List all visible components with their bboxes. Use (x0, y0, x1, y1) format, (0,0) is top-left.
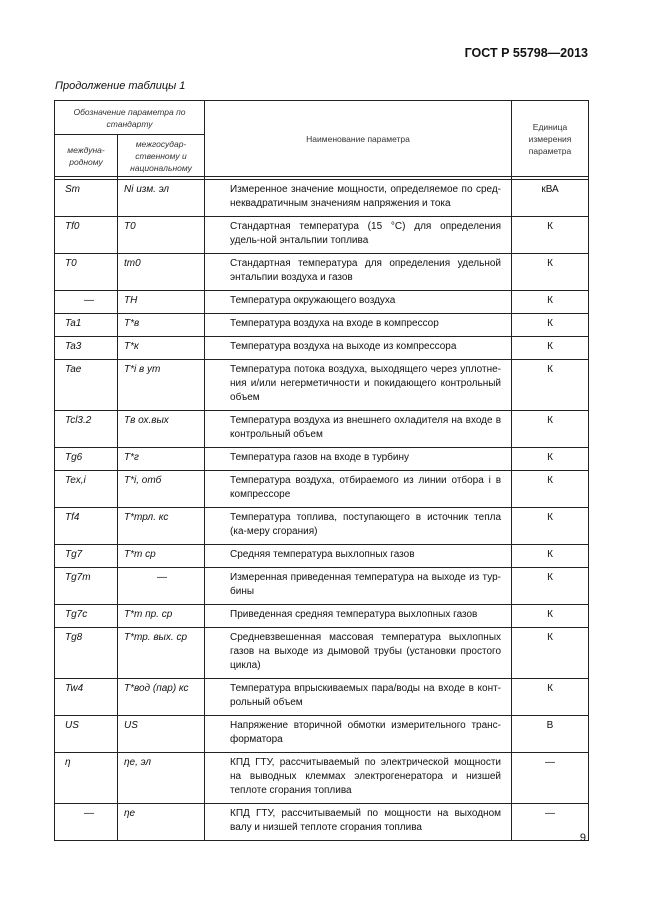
unit-cell: К (512, 545, 589, 568)
parameter-name-cell: Температура воздуха из внешнего охладителя на входе в контрольный объем (205, 411, 512, 448)
parameter-name-cell: Стандартная температура (15 °С) для определения удель-ной энтальпии топлива (205, 217, 512, 254)
unit-cell: — (512, 804, 589, 841)
parameter-name-cell: Температура воздуха на входе в компрессор (205, 314, 512, 337)
national-symbol-cell: T*т пр. ср (118, 605, 205, 628)
parameter-name-cell: Температура воздуха на выходе из компрессора (205, 337, 512, 360)
intl-symbol-cell: Tcl3.2 (55, 411, 118, 448)
national-symbol-cell: T*вод (пар) кс (118, 679, 205, 716)
parameter-name-cell: Температура потока воздуха, выходящего через уплотне-ния и/или негерметичности и покидающего контрольный объем (205, 360, 512, 411)
parameter-name-cell: Измеренное значение мощности, определяемое по сред-неквадратичным значениям напряжения и тока (205, 180, 512, 217)
national-symbol-cell: T*г (118, 448, 205, 471)
table-row (55, 716, 589, 753)
unit-cell: — (512, 753, 589, 804)
parameter-name-cell: КПД ГТУ, рассчитываемый по мощности на выходном валу и низшей теплоте сгорания топлива (205, 804, 512, 841)
page-number: 9 (579, 832, 586, 844)
table-row (55, 568, 589, 605)
intl-symbol-cell: Tex,i (55, 471, 118, 508)
parameter-name-cell: Температура впрыскиваемых пара/воды на входе в конт-рольный объем (205, 679, 512, 716)
intl-symbol-cell: Tw4 (55, 679, 118, 716)
unit-column-header: Единица измерения параметра (512, 101, 589, 177)
intl-symbol-cell: Sm (55, 180, 118, 217)
unit-cell: К (512, 291, 589, 314)
designation-group-header: Обозначение параметра по стандарту (55, 101, 205, 135)
table-row (55, 628, 589, 679)
unit-cell: К (512, 628, 589, 679)
table-row (55, 545, 589, 568)
table-row (55, 508, 589, 545)
intl-symbol-cell: Ta3 (55, 337, 118, 360)
national-symbol-cell: T*трл. кс (118, 508, 205, 545)
unit-cell: К (512, 508, 589, 545)
intl-symbol-cell: Tae (55, 360, 118, 411)
parameter-name-cell: Средняя температура выхлопных газов (205, 545, 512, 568)
table-row (55, 753, 589, 804)
table-row (55, 605, 589, 628)
parameter-name-cell: КПД ГТУ, рассчитываемый по электрической мощности на выводных клеммах электрогенератора и низшей теплоте сгорания топлива (205, 753, 512, 804)
parameter-name-cell: Напряжение вторичной обмотки измерительного транс-форматора (205, 716, 512, 753)
parameter-name-cell: Измеренная приведенная температура на выходе из тур-бины (205, 568, 512, 605)
table-row (55, 314, 589, 337)
national-symbol-cell: Ni изм. эл (118, 180, 205, 217)
parameter-name-cell: Приведенная средняя температура выхлопных газов (205, 605, 512, 628)
intl-symbol-cell: Tg8 (55, 628, 118, 679)
national-symbol-cell: ηе, эл (118, 753, 205, 804)
parameter-name-cell: Температура окружающего воздуха (205, 291, 512, 314)
unit-cell: К (512, 314, 589, 337)
table-row (55, 360, 589, 411)
unit-cell: К (512, 254, 589, 291)
national-symbol-cell: T*i в ут (118, 360, 205, 411)
table-row (55, 217, 589, 254)
national-symbol-cell: T*тр. вых. ср (118, 628, 205, 679)
national-symbol-cell: T*i, отб (118, 471, 205, 508)
unit-cell: К (512, 360, 589, 411)
table-row (55, 337, 589, 360)
parameter-name-cell: Температура воздуха, отбираемого из линии отбора i в компрессоре (205, 471, 512, 508)
unit-cell: кВА (512, 180, 589, 217)
table-row (55, 291, 589, 314)
intl-symbol-cell: Tg7 (55, 545, 118, 568)
intl-column-header: междуна-родному (55, 135, 118, 177)
intl-symbol-cell: Tg7m (55, 568, 118, 605)
intl-symbol-cell: Tg7c (55, 605, 118, 628)
national-column-header: межгосудар-ственному и национальному (118, 135, 205, 177)
unit-cell: К (512, 411, 589, 448)
parameters-table (54, 100, 589, 841)
table-row (55, 448, 589, 471)
national-symbol-cell: T*к (118, 337, 205, 360)
table-row (55, 180, 589, 217)
intl-symbol-cell: US (55, 716, 118, 753)
name-column-header: Наименование параметра (205, 101, 512, 177)
unit-cell: В (512, 716, 589, 753)
unit-cell: К (512, 448, 589, 471)
intl-symbol-cell: η (55, 753, 118, 804)
unit-cell: К (512, 605, 589, 628)
national-symbol-cell: — (118, 568, 205, 605)
standard-number: ГОСТ Р 55798—2013 (464, 46, 588, 60)
intl-symbol-cell: — (55, 291, 118, 314)
table-row (55, 804, 589, 841)
national-symbol-cell: T*в (118, 314, 205, 337)
national-symbol-cell: tm0 (118, 254, 205, 291)
national-symbol-cell: T*т ср (118, 545, 205, 568)
national-symbol-cell: Tв ох.вых (118, 411, 205, 448)
unit-cell: К (512, 679, 589, 716)
national-symbol-cell: ηе (118, 804, 205, 841)
table-row (55, 254, 589, 291)
national-symbol-cell: US (118, 716, 205, 753)
intl-symbol-cell: Tg6 (55, 448, 118, 471)
unit-cell: К (512, 217, 589, 254)
parameter-name-cell: Температура топлива, поступающего в источник тепла (ка-меру сгорания) (205, 508, 512, 545)
table-row (55, 411, 589, 448)
table-row (55, 679, 589, 716)
intl-symbol-cell: — (55, 804, 118, 841)
parameter-name-cell: Средневзвешенная массовая температура выхлопных газов на выходе из дымовой трубы (установки простого цикла) (205, 628, 512, 679)
parameter-name-cell: Стандартная температура для определения удельной энтальпии воздуха и газов (205, 254, 512, 291)
national-symbol-cell: TH (118, 291, 205, 314)
intl-symbol-cell: Tf4 (55, 508, 118, 545)
table-row (55, 471, 589, 508)
table-caption: Продолжение таблицы 1 (55, 80, 186, 92)
unit-cell: К (512, 568, 589, 605)
intl-symbol-cell: Ta1 (55, 314, 118, 337)
unit-cell: К (512, 471, 589, 508)
intl-symbol-cell: Tf0 (55, 217, 118, 254)
unit-cell: К (512, 337, 589, 360)
intl-symbol-cell: T0 (55, 254, 118, 291)
parameter-name-cell: Температура газов на входе в турбину (205, 448, 512, 471)
national-symbol-cell: T0 (118, 217, 205, 254)
